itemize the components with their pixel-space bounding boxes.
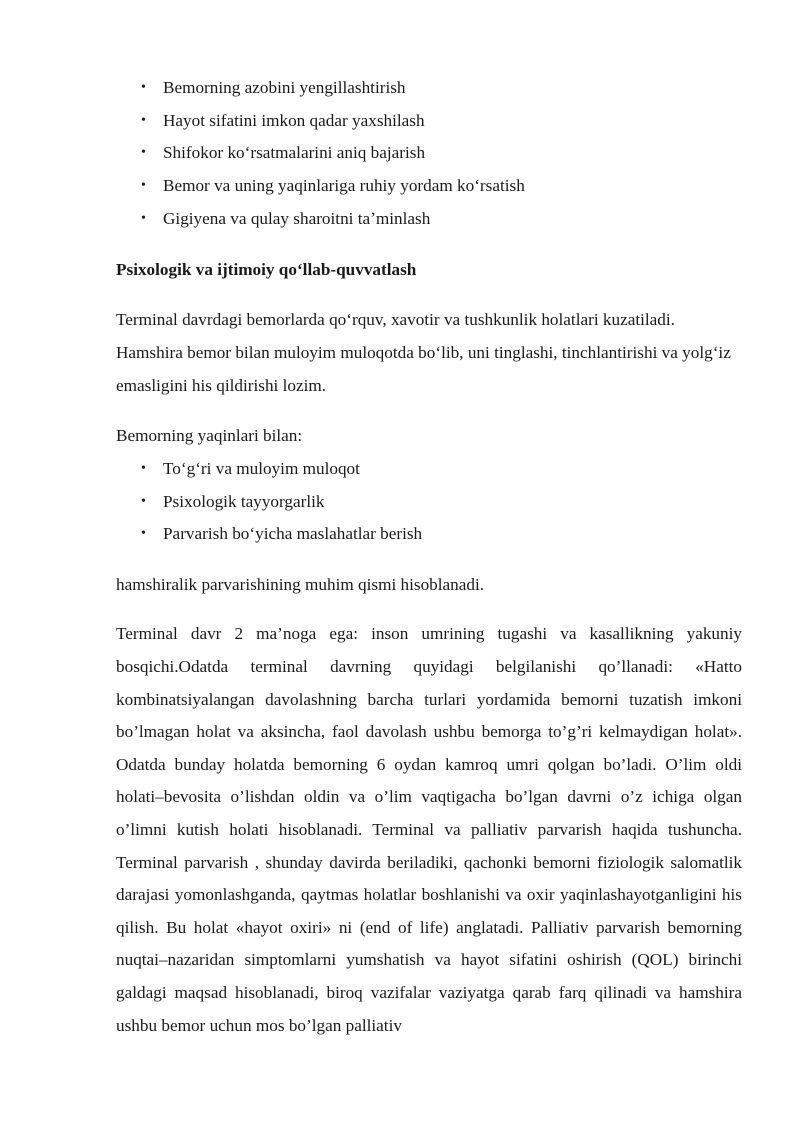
list-item: • Bemorning azobini yengillashtirish — [116, 72, 742, 105]
list-item: • Bemor va uning yaqinlariga ruhiy yordam koʻrsatish — [116, 170, 742, 203]
paragraph: Terminal davr 2 ma’noga ega: inson umrining tugashi va kasallikning yakuniy bosqichi.Odatda terminal davrning quyidagi belgilanishi qo’llanadi: «Hatto kombinatsiyalangan davolashning barcha turlari yordamida bemorni tuzatish imkoni bo’lmagan holat va aksincha, faol davolash ushbu bemorga to’g’ri kelmaydigan holat». Odatda bunday holatda bemorning 6 oydan kamroq umri qolgan bo’ladi. O’lim oldi holati–bevosita o’lishdan oldin va o’lim vaqtigacha bo’lgan davrni o’z ichiga olgan o’limni kutish holati hisoblanadi. Terminal va palliativ parvarish haqida tushuncha. Terminal parvarish , shunday davirda beriladiki, qachonki bemorni fiziologik salomatlik darajasi yomonlashganda, qaytmas holatlar boshlanishi va oxir yaqinlashayotganligini his qilish. Bu holat «hayot oxiri» ni (end of life) anglatadi. Palliativ parvarish bemorning nuqtai–nazaridan simptomlarni yumshatish va hayot sifatini oshirish (QOL) birinchi galdagi maqsad hisoblanadi, biroq vazifalar vaziyatga qarab farq qilinadi va hamshira ushbu bemor uchun mos bo’lgan palliativ — [116, 624, 742, 1035]
bullet-icon: • — [141, 210, 146, 226]
paragraph: Terminal davrdagi bemorlarda qoʻrquv, xavotir va tushkunlik holatlari kuzatiladi. Hamshira bemor bilan muloyim muloqotda boʻlib, uni tinglashi, tinchlantirishi va yolgʻiz emasligini his qildirishi lozim. — [116, 310, 731, 395]
section-heading: Psixologik va ijtimoiy qoʻllab-quvvatlash — [116, 260, 417, 280]
paragraph: hamshiralik parvarishining muhim qismi hisoblanadi. — [116, 574, 485, 594]
document-page — [116, 72, 742, 1042]
bullet-icon: • — [141, 526, 146, 542]
bullet-icon: • — [141, 112, 146, 128]
bullet-icon: • — [141, 178, 146, 194]
bullet-icon: • — [141, 80, 146, 95]
bullet-icon: • — [141, 460, 146, 476]
paragraph: Bemorning yaqinlari bilan: — [116, 426, 303, 446]
bullet-icon: • — [141, 145, 146, 161]
list-item: • Hayot sifatini imkon qadar yaxshilash — [116, 105, 742, 138]
list-item: • Shifokor koʻrsatmalarini aniq bajarish — [116, 137, 742, 170]
list-item: • Gigiyena va qulay sharoitni taʼminlash — [116, 203, 742, 236]
bullet-icon: • — [141, 493, 146, 509]
care-goals-list — [116, 72, 742, 235]
list-item: • Parvarish boʻyicha maslahatlar berish — [116, 518, 742, 551]
list-item: • Psixologik tayyorgarlik — [116, 486, 742, 519]
relatives-support-list — [116, 453, 742, 551]
list-item: • Toʻgʻri va muloyim muloqot — [116, 453, 742, 486]
